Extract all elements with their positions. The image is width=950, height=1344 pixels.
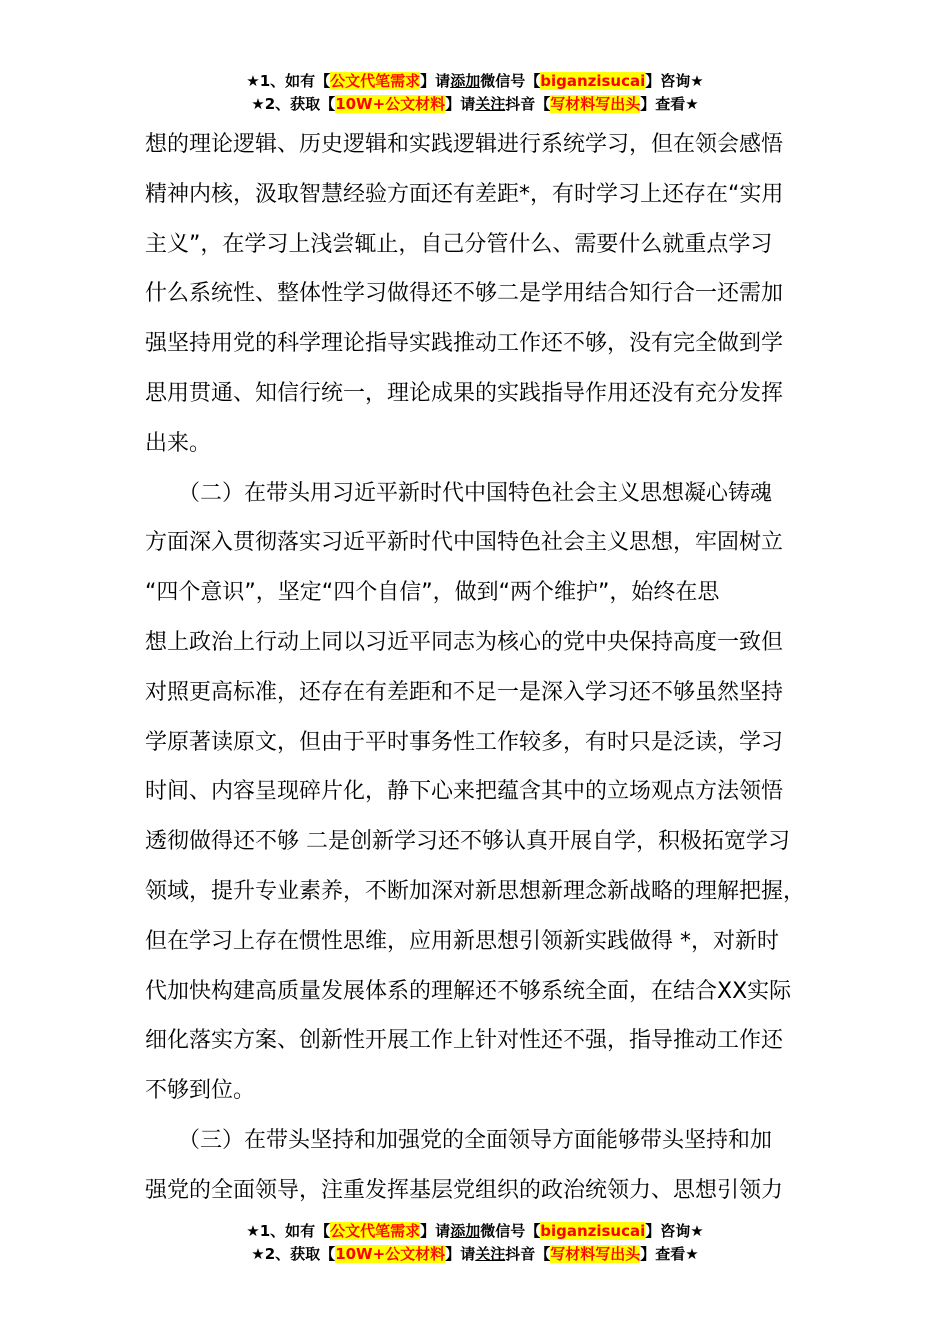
banner-text: 抖音【 [505, 1245, 551, 1263]
body-line: 出来。 [145, 430, 212, 456]
banner-text: ★1、如有【 [246, 72, 331, 90]
banner-underline: 添加 [450, 1222, 481, 1240]
banner-text: 微信号【 [480, 72, 541, 90]
banner-highlight: 写材料写出头 [550, 95, 641, 113]
body-line: 思用贯通、知信行统一，理论成果的实践指导作用还没有充分发挥 [145, 380, 784, 406]
banner-underline: 添加 [450, 72, 481, 90]
body-line: 对照更高标准，还存在有差距和不足一是深入学习还不够虽然坚持 [145, 679, 784, 705]
body-line: 精神内核，汲取智慧经验方面还有差距*，有时学习上还存在“实用 [145, 181, 784, 207]
body-line: 细化落实方案、创新性开展工作上针对性还不强，指导推动工作还 [145, 1028, 784, 1054]
body-line: 想的理论逻辑、历史逻辑和实践逻辑进行系统学习，但在领会感悟 [145, 132, 784, 157]
body-line: （二）在带头用习近平新时代中国特色社会主义思想凝心铸魂 [145, 480, 773, 506]
banner-highlight: 公文代笔需求 [330, 72, 421, 90]
banner-text: 】请 [420, 1222, 451, 1240]
body-line: 不够到位。 [145, 1078, 256, 1104]
banner-line-1 [0, 1220, 950, 1243]
body-line: 时间、内容呈现碎片化，静下心来把蕴含其中的立场观点方法领悟 [145, 779, 784, 805]
body-line: 主义”，在学习上浅尝辄止，自己分管什么、需要什么就重点学习 [145, 231, 773, 257]
banner-text: 抖音【 [505, 95, 551, 113]
body-line: 领域，提升专业素养，不断加深对新思想新理念新战略的理解把握， [145, 878, 806, 904]
banner-highlight: biganzisucai [540, 72, 646, 90]
banner-line-2 [0, 1243, 950, 1266]
body-line: 学原著读原文，但由于平时事务性工作较多，有时只是泛读，学习 [145, 729, 784, 755]
banner-underline: 关注 [475, 1245, 506, 1263]
banner-underline: 关注 [475, 95, 506, 113]
body-line: 但在学习上存在惯性思维，应用新思想引领新实践做得 *，对新时 [145, 928, 779, 954]
body-line: （三）在带头坚持和加强党的全面领导方面能够带头坚持和加 [145, 1127, 773, 1153]
body-line: 想上政治上行动上同以习近平同志为核心的党中央保持高度一致但 [145, 629, 784, 655]
banner-text: 】请 [445, 95, 476, 113]
body-line: 强党的全面领导，注重发挥基层党组织的政治统领力、思想引领力 [145, 1177, 784, 1203]
banner-line-2 [0, 93, 950, 116]
banner-text: 】请 [420, 72, 451, 90]
banner-text: 】查看★ [640, 95, 699, 113]
body-line: 透彻做得还不够 二是创新学习还不够认真开展自学，积极拓宽学习 [145, 829, 790, 855]
body-line: 代加快构建高质量发展体系的理解还不够系统全面，在结合XX实际 [145, 978, 792, 1004]
banner-highlight: 公文代笔需求 [330, 1222, 421, 1240]
body-line: 强坚持用党的科学理论指导实践推动工作还不够，没有完全做到学 [145, 331, 784, 357]
banner-highlight: 10W+公文材料 [335, 95, 446, 113]
banner-text: 】请 [445, 1245, 476, 1263]
footer-banner [0, 1220, 950, 1266]
document-body [145, 120, 835, 1216]
header-banner [0, 70, 950, 116]
banner-text: 】咨询★ [645, 72, 704, 90]
banner-text: ★2、获取【 [251, 1245, 336, 1263]
banner-text: 微信号【 [480, 1222, 541, 1240]
body-line: 什么系统性、整体性学习做得还不够二是学用结合知行合一还需加 [145, 281, 784, 307]
banner-highlight: 写材料写出头 [550, 1245, 641, 1263]
banner-line-1 [0, 70, 950, 93]
banner-text: 】查看★ [640, 1245, 699, 1263]
banner-highlight: 10W+公文材料 [335, 1245, 446, 1263]
banner-highlight: biganzisucai [540, 1222, 646, 1240]
banner-text: 】咨询★ [645, 1222, 704, 1240]
banner-text: ★2、获取【 [251, 95, 336, 113]
body-line: 方面深入贯彻落实习近平新时代中国特色社会主义思想，牢固树立 [145, 530, 784, 556]
banner-text: ★1、如有【 [246, 1222, 331, 1240]
body-line: “四个意识”，坚定“四个自信”，做到“两个维护”，始终在思 [145, 580, 720, 606]
